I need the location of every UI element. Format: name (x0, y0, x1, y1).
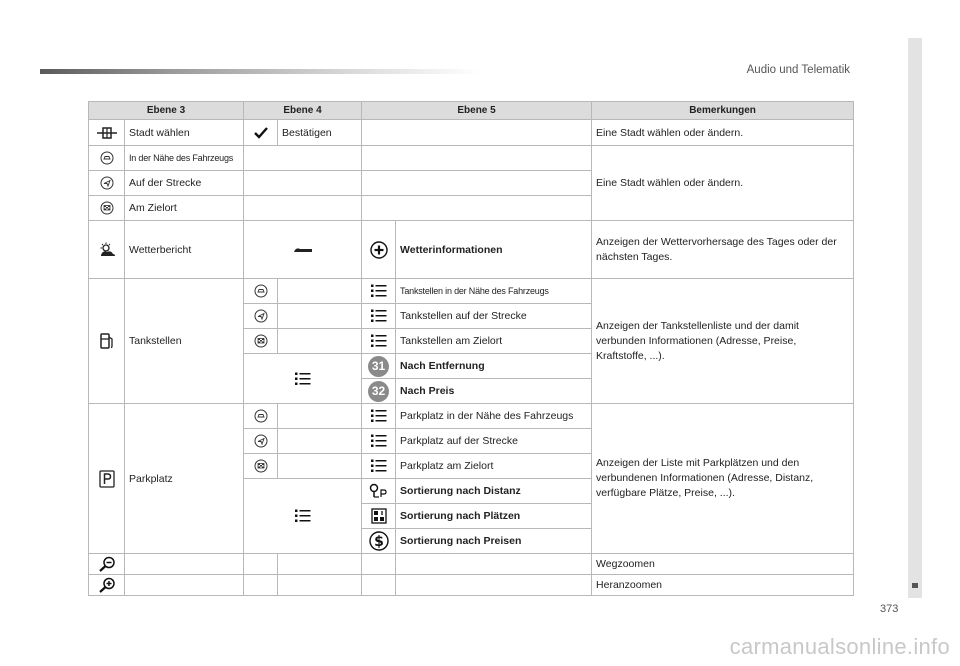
parking-destination-label: Parkplatz am Zielort (396, 454, 592, 479)
table-row (89, 146, 854, 171)
route-icon (244, 429, 278, 454)
distance-pin-icon (362, 479, 396, 504)
list-icon (362, 404, 396, 429)
weather-info-label: Wetterinformationen (396, 221, 592, 279)
parking-spaces-icon (362, 504, 396, 529)
weather-map-icon (244, 221, 362, 279)
side-tab-marker (912, 583, 918, 588)
page-number: 373 (880, 603, 899, 615)
section-title: Audio und Telematik (746, 64, 850, 76)
zoom-out-label: Wegzoomen (592, 554, 854, 575)
list-icon (362, 454, 396, 479)
fuel-note: Anzeigen der Tankstellenliste und der damit verbunden Informationen (Adresse, Preise, Kraftstoffe, ...). (592, 279, 854, 404)
vehicle-icon (244, 404, 278, 429)
dollar-icon (362, 529, 396, 554)
parking-label: Parkplatz (125, 404, 244, 554)
route-icon (244, 304, 278, 329)
fuel-pump-icon (89, 279, 125, 404)
sort-distance-label: Nach Entfernung (396, 354, 592, 379)
table-row (89, 554, 854, 575)
sort-price-label: Nach Preis (396, 379, 592, 404)
badge-31: 31 (368, 356, 389, 377)
zoom-out-icon (89, 554, 125, 575)
table-row (89, 221, 854, 279)
fuel-route-label: Tankstellen auf der Strecke (396, 304, 592, 329)
destination-label: Am Zielort (125, 196, 244, 221)
info-plus-icon (362, 221, 396, 279)
parking-note: Anzeigen der Liste mit Parkplätzen und den verbundenen Informationen (Adresse, Distanz, verfügbare Plätze, Preise, ...). (592, 404, 854, 554)
table-row (89, 279, 854, 304)
sort-list-icon (244, 479, 362, 554)
list-icon (362, 329, 396, 354)
parking-nearby-label: Parkplatz in der Nähe des Fahrzeugs (396, 404, 592, 429)
header-remarks: Bemerkungen (592, 102, 854, 120)
fuel-label: Tankstellen (125, 279, 244, 404)
weather-icon (89, 221, 125, 279)
header-level-3: Ebene 3 (89, 102, 244, 120)
route-label: Auf der Strecke (125, 171, 244, 196)
header-level-4: Ebene 4 (244, 102, 362, 120)
parking-icon (89, 404, 125, 554)
route-icon (89, 171, 125, 196)
city-select-icon (89, 120, 125, 146)
navigation-menu-table (88, 101, 854, 596)
header-gradient-bar (40, 69, 480, 74)
list-icon (362, 304, 396, 329)
fuel-destination-label: Tankstellen am Zielort (396, 329, 592, 354)
near-group-note: Eine Stadt wählen oder ändern. (592, 146, 854, 221)
destination-flag-icon (89, 196, 125, 221)
zoom-in-icon (89, 575, 125, 596)
header-level-5: Ebene 5 (362, 102, 592, 120)
nearby-label: In der Nähe des Fahrzeugs (125, 146, 244, 171)
city-select-label: Stadt wählen (125, 120, 244, 146)
destination-flag-icon (244, 329, 278, 354)
badge-32: 32 (368, 381, 389, 402)
parking-sort-prices: Sortierung nach Preisen (396, 529, 592, 554)
parking-sort-distance: Sortierung nach Distanz (396, 479, 592, 504)
vehicle-icon (89, 146, 125, 171)
destination-flag-icon (244, 454, 278, 479)
svg-text:$: $ (373, 534, 384, 550)
list-icon (362, 429, 396, 454)
sort-list-icon (244, 354, 362, 404)
weather-note: Anzeigen der Wettervorhersage des Tages oder der nächsten Tages. (592, 221, 854, 279)
weather-label: Wetterbericht (125, 221, 244, 279)
page-side-tab (908, 38, 922, 598)
table-row (89, 404, 854, 429)
watermark: carmanualsonline.info (729, 634, 950, 659)
table-header-row (89, 102, 854, 120)
table-row (89, 575, 854, 596)
zoom-in-label: Heranzoomen (592, 575, 854, 596)
confirm-label: Bestätigen (278, 120, 362, 146)
table-row (89, 120, 854, 146)
fuel-nearby-label: Tankstellen in der Nähe des Fahrzeugs (396, 279, 592, 304)
parking-route-label: Parkplatz auf der Strecke (396, 429, 592, 454)
parking-sort-places: Sortierung nach Plätzen (396, 504, 592, 529)
list-icon (362, 279, 396, 304)
check-icon (244, 120, 278, 146)
vehicle-icon (244, 279, 278, 304)
city-note: Eine Stadt wählen oder ändern. (592, 120, 854, 146)
